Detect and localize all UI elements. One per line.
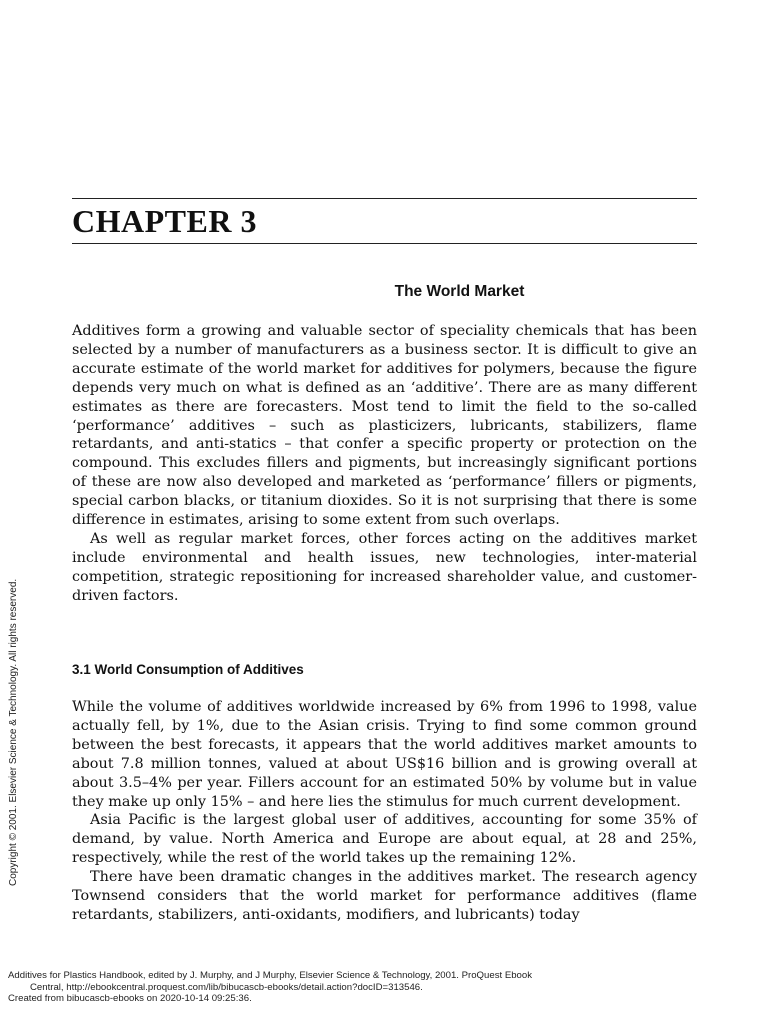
subsection-title: 3.1 World Consumption of Additives [72,662,304,677]
footer-created-line: Created from bibucascb-ebooks on 2020-10-14 09:25:36. [8,993,252,1004]
subsection-paragraph-1: While the volume of additives worldwide increased by 6% from 1996 to 1998, value actually fell, by 1%, due to the Asian crisis. Trying to find some common ground between the best forecasts, it appears that the world additives market amounts to about 7.8 million tonnes, valued at about US$16 billion and is growing overall at about 3.5–4% per year. Fillers account for an estimated 50% by volume but in value they make up only 15% – and here lies the stimulus for much current development. [72,699,697,810]
subsection-paragraph-2: Asia Pacific is the largest global user of additives, accounting for some 35% of demand, by value. North America and Europe are about equal, at 28 and 25%, respectively, while the rest of the world takes up the remaining 12%. [72,812,697,867]
intro-paragraph-1: Additives form a growing and valuable sector of speciality chemicals that has been selected by a number of manufacturers as a business sector. It is difficult to give an accurate estimate of the world market for additives for polymers, because the figure depends very much on what is defined as an ‘additive’. There are as many different estimates as there are forecasters. Most tend to limit the field to the so-called ‘performance’ additives – such as plasticizers, lubricants, stabilizers, flame retardants, and anti-statics – that confer a specific property or protection on the compound. This excludes fillers and pigments, but increasingly significant portions of these are now also developed and marketed as ‘performance’ fillers or pigments, special carbon blacks, or titanium dioxides. So it is not surprising that there is some difference in estimates, arising to some extent from such overlaps. [72,323,697,529]
side-copyright-notice: Copyright © 2001. Elsevier Science & Technology. All rights reserved. [8,578,19,886]
page-footer [8,970,758,1005]
footer-citation-line: Additives for Plastics Handbook, edited by J. Murphy, and J Murphy, Elsevier Science & Technology, 2001. ProQuest Ebook [8,970,533,981]
chapter-title: CHAPTER 3 [72,203,257,239]
subsection-text [72,698,697,925]
subsection-paragraph-3: There have been dramatic changes in the additives market. The research agency Townsend considers that the world market for performance additives (flame retardants, stabilizers, anti-oxidants, modifiers, and lubricants) today [72,869,697,923]
intro-text [72,322,697,606]
section-title: The World Market [394,283,525,300]
footer-url-line: Central, http://ebookcentral.proquest.com/lib/bibucascb-ebooks/detail.action?docID=313546. [30,981,423,993]
section-title-wrapper [72,283,697,301]
intro-paragraph-2: As well as regular market forces, other forces acting on the additives market include environmental and health issues, new technologies, inter-material competition, strategic repositioning for increased shareholder value, and customer-driven factors. [72,530,697,604]
chapter-rule-bottom [72,243,697,244]
